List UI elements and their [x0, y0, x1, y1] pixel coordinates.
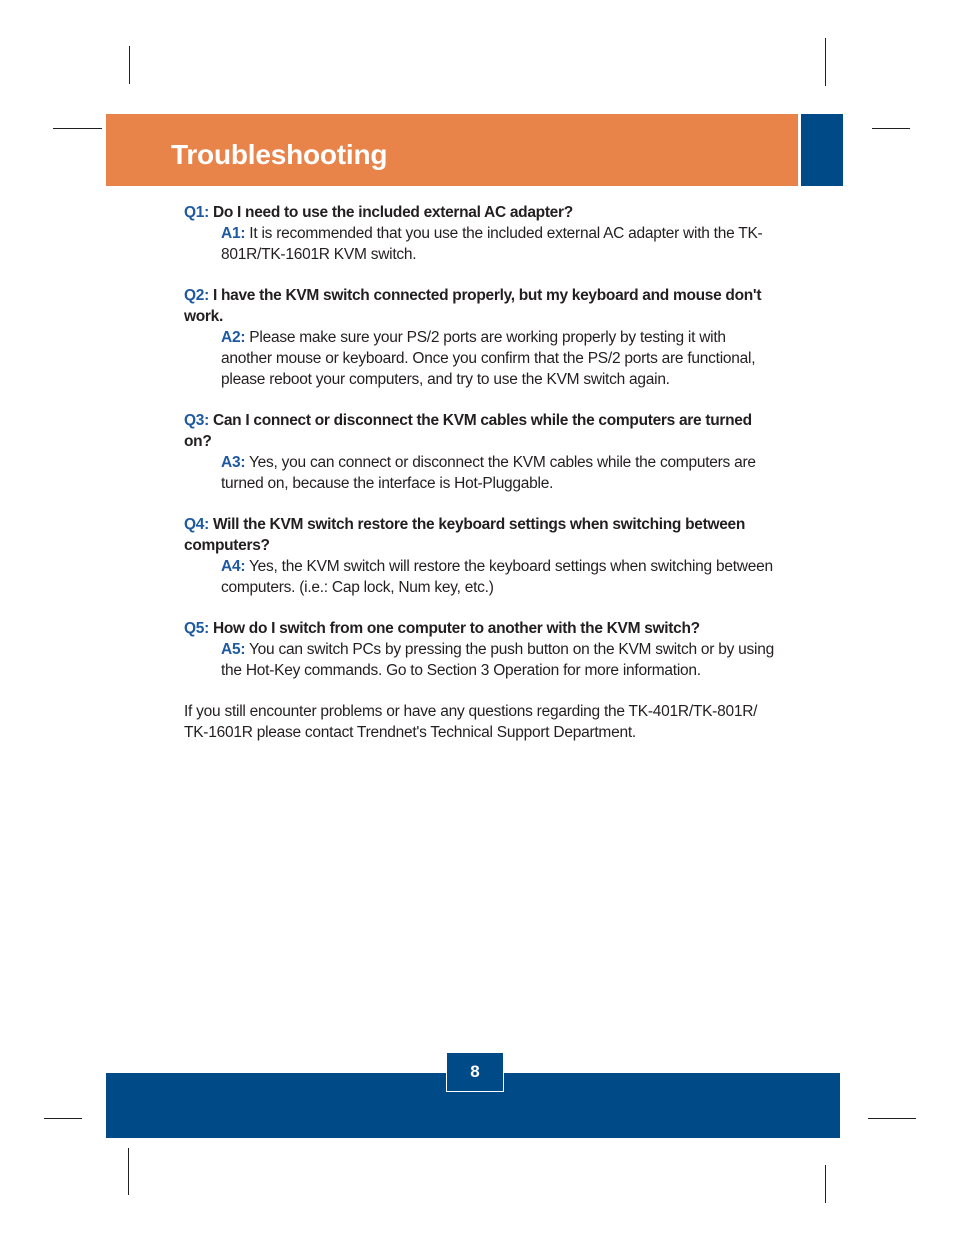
question-1	[184, 202, 774, 223]
question-label: Q2:	[184, 287, 209, 304]
crop-mark-top-left-horizontal	[53, 128, 102, 129]
crop-mark-bottom-right-horizontal	[868, 1118, 916, 1119]
answer-text: Please make sure your PS/2 ports are working properly by testing it with another mouse or keyboard. Once you confirm that the PS/2 ports are functional, please reboot your computers, and try to use the KVM switch again.	[221, 329, 756, 388]
question-3	[184, 410, 774, 452]
answer-text: Yes, you can connect or disconnect the KVM cables while the computers are turned on, because the interface is Hot-Pluggable.	[221, 454, 756, 492]
crop-mark-bottom-right-vertical	[825, 1165, 826, 1203]
question-text: Will the KVM switch restore the keyboard settings when switching between computers?	[184, 516, 746, 554]
answer-label: A4:	[221, 558, 246, 575]
answer-label: A5:	[221, 641, 246, 658]
faq-item-3	[184, 410, 774, 494]
faq-item-4	[184, 514, 774, 598]
crop-mark-bottom-left-vertical	[128, 1148, 129, 1195]
question-text: Can I connect or disconnect the KVM cables while the computers are turned on?	[184, 412, 752, 450]
crop-mark-top-right-horizontal	[872, 128, 910, 129]
question-label: Q3:	[184, 412, 209, 429]
crop-mark-top-right-vertical	[825, 38, 826, 86]
answer-text: It is recommended that you use the included external AC adapter with the TK-801R/TK-1601R KVM switch.	[221, 225, 763, 263]
page-number-text: 8	[470, 1062, 480, 1081]
faq-item-2	[184, 285, 774, 390]
question-text: How do I switch from one computer to another with the KVM switch?	[212, 620, 700, 637]
faq-item-1	[184, 202, 774, 265]
question-5	[184, 618, 774, 639]
crop-mark-bottom-left-horizontal	[44, 1118, 82, 1119]
answer-4	[184, 556, 774, 598]
header-side-tab	[801, 114, 843, 186]
faq-content	[184, 202, 774, 743]
page-number	[446, 1052, 504, 1092]
question-label: Q5:	[184, 620, 209, 637]
question-label: Q1:	[184, 204, 209, 221]
question-2	[184, 285, 774, 327]
faq-item-5	[184, 618, 774, 681]
page-title: Troubleshooting	[171, 139, 388, 170]
closing-paragraph: If you still encounter problems or have any questions regarding the TK-401R/TK-801R/ TK-1601R please contact Trendnet's Technical Support Department.	[184, 703, 758, 741]
answer-label: A3:	[221, 454, 246, 471]
answer-5	[184, 639, 774, 681]
question-text: I have the KVM switch connected properly, but my keyboard and mouse don't work.	[184, 287, 762, 325]
answer-3	[184, 452, 774, 494]
question-label: Q4:	[184, 516, 209, 533]
answer-2	[184, 327, 774, 390]
crop-mark-top-left-vertical	[129, 46, 130, 84]
answer-text: You can switch PCs by pressing the push button on the KVM switch or by using the Hot-Key commands. Go to Section 3 Operation for more information.	[221, 641, 774, 679]
question-4	[184, 514, 774, 556]
answer-text: Yes, the KVM switch will restore the keyboard settings when switching between computers. (i.e.: Cap lock, Num key, etc.)	[221, 558, 773, 596]
answer-1	[184, 223, 774, 265]
answer-label: A1:	[221, 225, 246, 242]
answer-label: A2:	[221, 329, 246, 346]
question-text: Do I need to use the included external AC adapter?	[212, 204, 573, 221]
